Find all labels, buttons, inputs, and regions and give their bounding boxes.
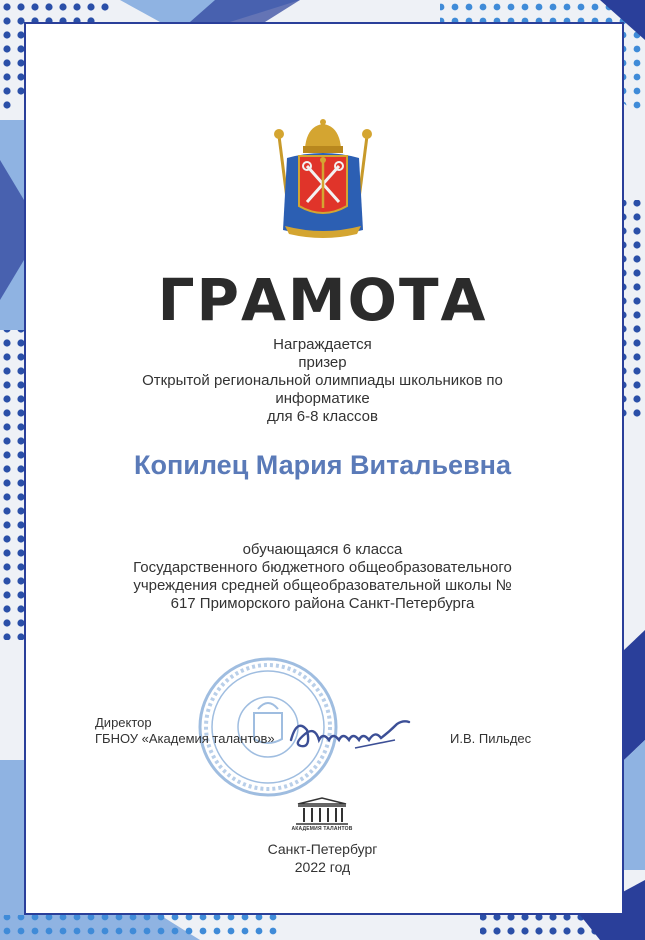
award-line-5: для 6-8 классов: [267, 408, 378, 425]
certificate-title: ГРАМОТА: [157, 266, 488, 334]
signatory-position: [95, 715, 275, 747]
saint-petersburg-coat-of-arms-icon: [265, 118, 381, 240]
recipient-name: Копилец Мария Витальевна: [134, 450, 511, 480]
recipient-detail-2: Государственного бюджетного общеобразовательного: [133, 559, 512, 576]
issue-city: Санкт-Петербург: [267, 841, 378, 857]
recipient-detail-4: 617 Приморского района Санкт-Петербурга: [170, 595, 475, 612]
recipient-detail-3: учреждения средней общеобразовательной школы №: [133, 577, 512, 594]
issue-year: 2022 год: [294, 859, 351, 875]
handwritten-signature: [285, 710, 415, 760]
signatory-position-line-1: Директор: [95, 715, 152, 730]
recipient-detail-1: обучающаяся 6 класса: [242, 541, 403, 558]
signatory-position-line-2: ГБНОУ «Академия талантов»: [95, 731, 275, 746]
award-line-3: Открытой региональной олимпиады школьников по: [142, 372, 503, 389]
award-line-1: Награждается: [273, 336, 372, 353]
signatory-name: И.В. Пильдес: [450, 731, 532, 746]
academy-of-talents-logo-icon: [292, 796, 352, 830]
award-line-2: призер: [298, 354, 347, 371]
academy-logo-text: АКАДЕМИЯ ТАЛАНТОВ: [291, 826, 353, 832]
award-line-4: информатике: [275, 390, 370, 407]
